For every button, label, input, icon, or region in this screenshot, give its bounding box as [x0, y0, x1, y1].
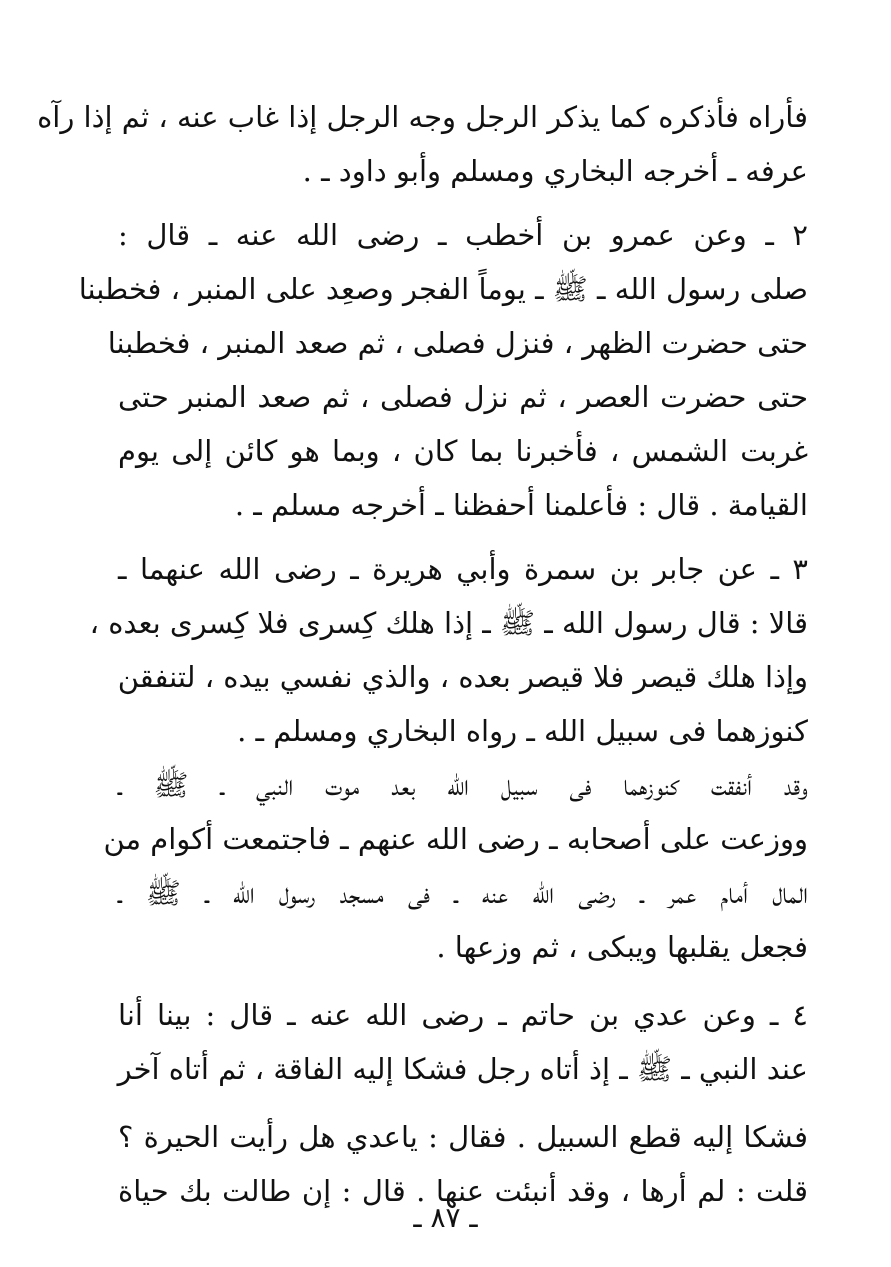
page-body [37, 90, 808, 1218]
text-line: فجعل يقلبها ويبكى ، ثم وزعها . [436, 930, 808, 964]
text-line: القيامة . قال : فأعلمنا أحفظنا ـ أخرجه مسلم ـ . [234, 488, 808, 522]
text-line: كنوزهما فى سبيل الله ـ رواه البخاري ومسلم ـ . [237, 714, 808, 748]
text-line: حتى حضرت العصر ، ثم نزل فصلى ، ثم صعد المنبر حتى [118, 380, 808, 414]
text-line: حتى حضرت الظهر ، فنزل فصلى ، ثم صعد المنبر ، فخطبنا [107, 326, 808, 360]
text-line: قالا : قال رسول الله ـ ﷺ ـ إذا هلك كِسرى فلا كِسرى بعده ، [89, 606, 808, 640]
text-line: وإذا هلك قيصر فلا قيصر بعده ، والذي نفسي بيده ، لتنفقن [117, 660, 808, 694]
text-line: غربت الشمس ، فأخبرنا بما كان ، وبما هو كائن إلى يوم [118, 434, 808, 468]
text-line: عند النبي ـ ﷺ ـ إذ أتاه رجل فشكا إليه الفاقة ، ثم أتاه آخر [117, 1052, 808, 1086]
text-line: ووزعت على أصحابه ـ رضى الله عنهم ـ فاجتمعت أكوام من [103, 822, 808, 856]
page-number: ـ ٨٧ ـ [413, 1201, 478, 1234]
text-line: قلت : لم أرها ، وقد أنبئت عنها . قال : إن طالت بك حياة [118, 1174, 808, 1208]
text-line: عرفه ـ أخرجه البخاري ومسلم وأبو داود ـ . [302, 154, 808, 188]
paragraph-hadith-4 [118, 988, 808, 1096]
paragraph-hadith-2 [78, 208, 808, 532]
text-line: صلى رسول الله ـ ﷺ ـ يوماً الفجر وصعِد على المنبر ، فخطبنا [78, 272, 808, 306]
text-line: ٢ ـ وعن عمرو بن أخطب ـ رضى الله عنه ـ قال : [118, 218, 808, 252]
paragraph-hadith-3 [89, 542, 808, 758]
text-line: وقد أنفقت كنوزهما فى سبيل الله بعد موت النبي ـ ﷺ ـ [118, 768, 808, 802]
text-line: فأراه فأذكره كما يذكر الرجل وجه الرجل إذا غاب عنه ، ثم إذا رآه [37, 100, 808, 134]
text-line: ٤ ـ وعن عدي بن حاتم ـ رضى الله عنه ـ قال : بينا أنا [118, 998, 808, 1032]
text-line: فشكا إليه قطع السبيل . فقال : ياعدي هل رأيت الحيرة ؟ [118, 1120, 808, 1154]
paragraph-intro [37, 90, 808, 198]
text-line: ٣ ـ عن جابر بن سمرة وأبي هريرة ـ رضى الله عنهما ـ [118, 552, 808, 586]
paragraph-commentary [103, 758, 808, 974]
text-line: المال أمام عمر ـ رضى الله عنه ـ فى مسجد رسول الله ـ ﷺ ـ [118, 876, 808, 910]
